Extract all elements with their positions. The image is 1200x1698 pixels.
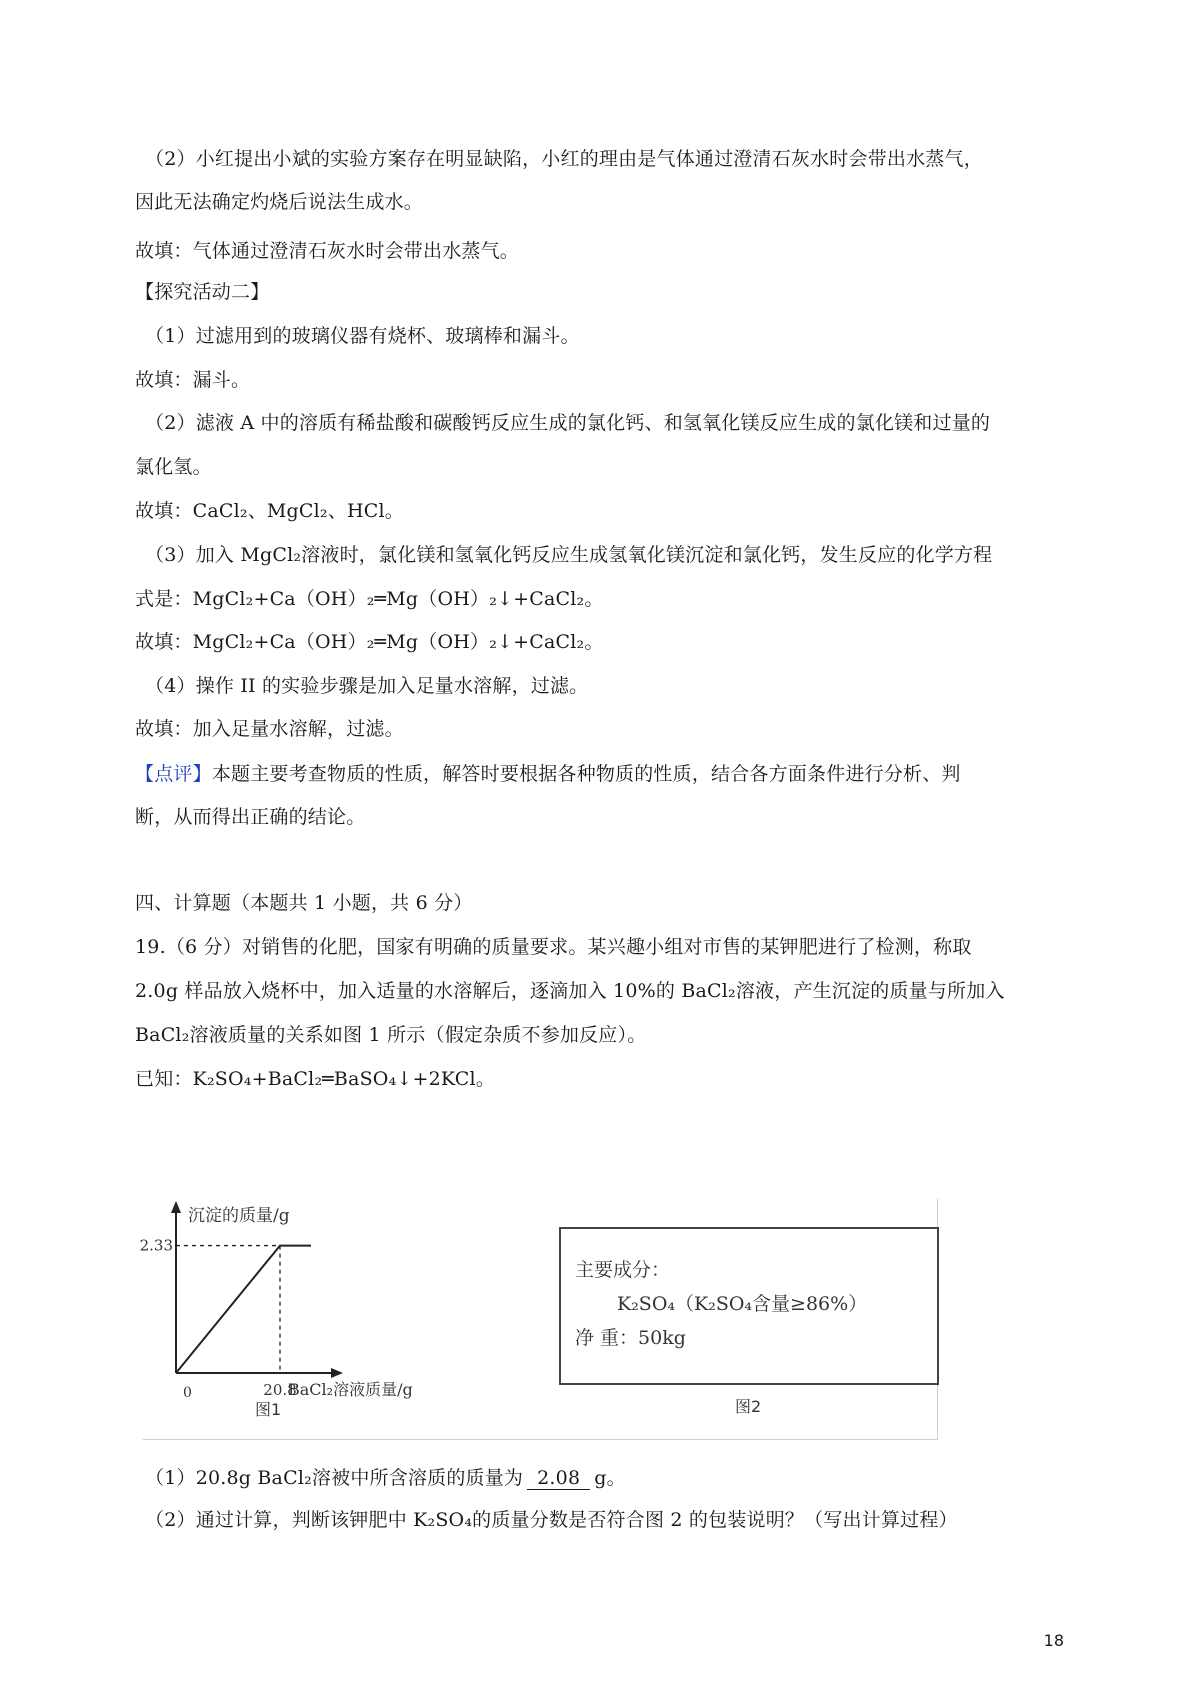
figure1-caption: 图1: [255, 1400, 282, 1419]
text-line: 故填：加入足量水溶解，过滤。: [135, 718, 404, 740]
figure2-line-content: K₂SO₄（K₂SO₄含量≥86%）: [617, 1293, 868, 1315]
text-line: （1）过滤用到的玻璃仪器有烧杯、玻璃棒和漏斗。: [145, 325, 580, 347]
x-axis-arrow: [331, 1368, 343, 1378]
section-heading: 【探究活动二】: [135, 281, 270, 303]
text-line: 因此无法确定灼烧后说法生成水。: [135, 191, 424, 213]
text-line: 断，从而得出正确的结论。: [135, 806, 366, 828]
question-line: 19.（6 分）对销售的化肥，国家有明确的质量要求。某兴趣小组对市售的某钾肥进行了检测，称取: [135, 936, 972, 958]
equation-line: 已知：K₂SO₄+BaCl₂═BaSO₄↓+2KCl。: [135, 1068, 496, 1090]
question-line: 2.0g 样品放入烧杯中，加入适量的水溶解后，逐滴加入 10%的 BaCl₂溶液，产生沉淀的质量与所加入: [135, 980, 1005, 1002]
figure2-label-box: [559, 1227, 939, 1385]
comment-text: 本题主要考查物质的性质，解答时要根据各种物质的性质，结合各方面条件进行分析、判: [211, 763, 961, 785]
equation-line: 式是：MgCl₂+Ca（OH）₂═Mg（OH）₂↓+CaCl₂。: [135, 588, 604, 610]
page-number: 18: [1043, 1631, 1064, 1650]
x-axis-label: BaCl₂溶液质量/g: [288, 1380, 413, 1399]
text-line: （2）滤液 A 中的溶质有稀盐酸和碳酸钙反应生成的氯化钙、和氢氧化镁反应生成的氯化镁和过量的: [145, 412, 991, 434]
text-line: 故填：CaCl₂、MgCl₂、HCl。: [135, 500, 404, 522]
question-2: （2）通过计算，判断该钾肥中 K₂SO₄的质量分数是否符合图 2 的包装说明？（写出计算过程）: [145, 1509, 958, 1531]
text-line: 故填：漏斗。: [135, 369, 251, 391]
y-axis-label: 沉淀的质量/g: [188, 1206, 290, 1226]
comment-label: 【点评】: [135, 763, 212, 785]
text-line: （2）小红提出小斌的实验方案存在明显缺陷，小红的理由是气体通过澄清石灰水时会带出水蒸气，: [145, 148, 983, 170]
answer-blank: 2.08: [527, 1467, 590, 1490]
question-1-text: （1）20.8g BaCl₂溶被中所含溶质的质量为: [145, 1467, 524, 1489]
origin-label: 0: [183, 1385, 192, 1401]
y-axis-arrow: [171, 1201, 181, 1213]
figure2-caption: 图2: [735, 1397, 762, 1416]
figure2-line-weight: 净 重：50kg: [575, 1327, 686, 1349]
series-line: [176, 1246, 311, 1373]
y-tick-label: 2.33: [139, 1236, 173, 1255]
question-line: BaCl₂溶液质量的关系如图 1 所示（假定杂质不参加反应）。: [135, 1024, 647, 1046]
x-tick-label: 20.8: [263, 1381, 297, 1399]
text-line: （3）加入 MgCl₂溶液时，氯化镁和氢氧化钙反应生成氢氧化镁沉淀和氯化钙，发生反应的化学方程: [145, 544, 993, 566]
figure1-chart: [139, 1199, 443, 1424]
question-1: [145, 1463, 626, 1490]
text-line: 氯化氢。: [135, 456, 212, 478]
equation-line: 故填：MgCl₂+Ca（OH）₂═Mg（OH）₂↓+CaCl₂。: [135, 631, 604, 653]
section-heading: 四、计算题（本题共 1 小题，共 6 分）: [135, 892, 473, 914]
text-line: （4）操作 II 的实验步骤是加入足量水溶解，过滤。: [145, 675, 589, 697]
comment-line: [135, 759, 961, 786]
figure-panel: [139, 1199, 938, 1440]
text-line: 故填：气体通过澄清石灰水时会带出水蒸气。: [135, 240, 520, 262]
figure2-line-ingredients: 主要成分：: [575, 1259, 671, 1281]
question-1-unit: g。: [594, 1467, 626, 1489]
